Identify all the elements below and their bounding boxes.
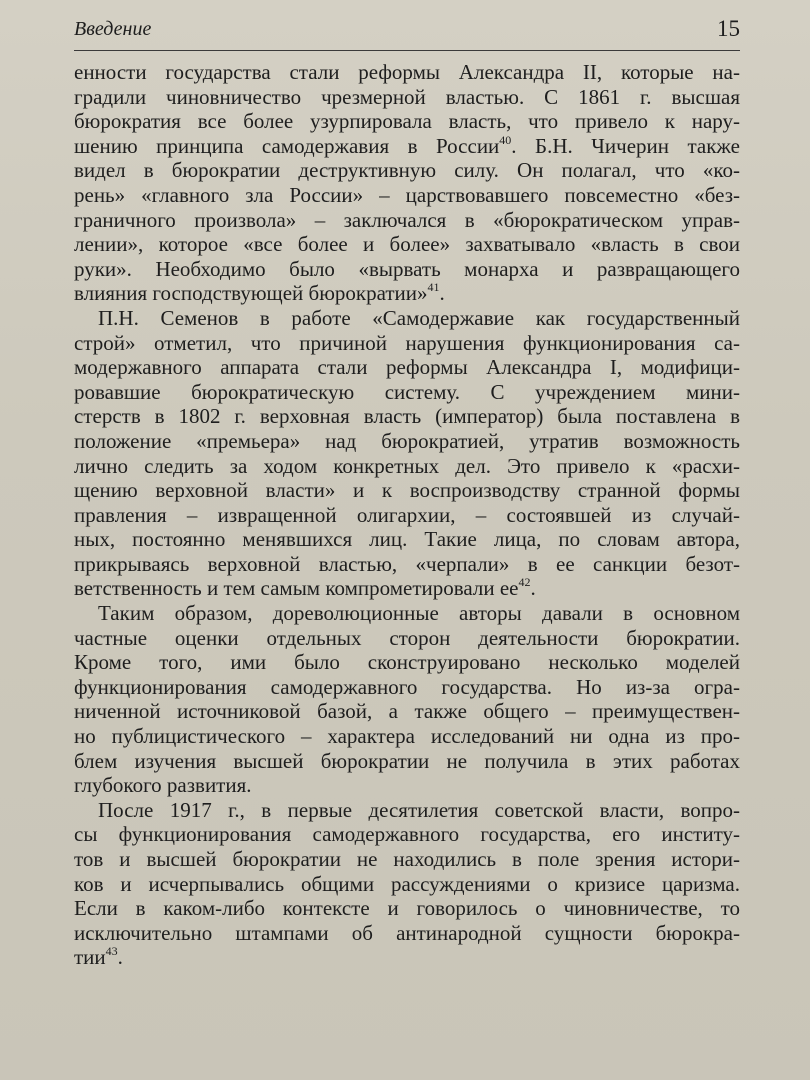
page-number: 15 (717, 16, 740, 41)
text-line: бюрократия все более узурпировала власть, что привело к нару- (74, 109, 740, 134)
text-segment: ветственность и тем самым компрометировали ее (74, 576, 519, 601)
page-header (74, 14, 740, 51)
text-line: но публицистического – характера исследований ни одна из про- (74, 724, 740, 749)
text-line: строй» отметил, что причиной нарушения функционирования са- (74, 330, 740, 355)
text-line: рень» «главного зла России» – царствовавшего повсеместно «без- (74, 182, 740, 207)
text-line: частные оценки отдельных сторон деятельности бюрократии. (74, 625, 740, 650)
footnote-ref-42[interactable]: 42 (518, 576, 531, 590)
text-segment: . (117, 945, 123, 970)
text-line: щению верховной власти» и к воспроизводству странной формы (74, 478, 740, 503)
text-segment: . Б.Н. Чичерин также (511, 133, 740, 158)
text-line (74, 945, 740, 970)
text-line: Если в каком-либо контексте и говорилось о чиновничестве, то (74, 896, 740, 921)
paragraph-2 (74, 306, 740, 601)
text-line: ровавшие бюрократическую систему. С учреждением мини- (74, 379, 740, 404)
text-line: правления – извращенной олигархии, – состоявшей из случай- (74, 502, 740, 527)
text-line (74, 281, 740, 306)
body-text (74, 60, 740, 970)
text-segment: шению принципа самодержавия в России (74, 133, 500, 158)
text-line: Кроме того, ими было сконструировано несколько моделей (74, 650, 740, 675)
footnote-ref-41[interactable]: 41 (427, 281, 440, 295)
text-line: исключительно штампами об антинародной сущности бюрокра- (74, 920, 740, 945)
footnote-ref-43[interactable]: 43 (105, 945, 118, 959)
text-line: П.Н. Семенов в работе «Самодержавие как государственный (98, 305, 740, 330)
text-segment: . (439, 281, 445, 306)
text-segment: влияния господствующей бюрократии» (74, 281, 428, 306)
text-line: енности государства стали реформы Александра II, которые на- (74, 60, 740, 84)
text-line: градили чиновничество чрезмерной властью. С 1861 г. высшая (74, 84, 740, 109)
running-title: Введение (74, 18, 152, 40)
paragraph-1 (74, 60, 740, 306)
text-line: тов и высшей бюрократии не находились в поле зрения истори- (74, 847, 740, 871)
text-line: ниченной источниковой базой, а также общего – преимуществен- (74, 699, 740, 724)
paragraph-4 (74, 798, 740, 970)
text-line: сы функционирования самодержавного государства, его институ- (74, 822, 740, 847)
text-line: граничного произвола» – заключался в «бюрократическом управ- (74, 207, 740, 232)
text-line: функционирования самодержавного государства. Но из-за огра- (74, 674, 740, 699)
text-line: лично следить за ходом конкретных дел. Это привело к «расхи- (74, 453, 740, 478)
text-line (74, 576, 740, 601)
text-line (74, 134, 740, 159)
text-line: блем изучения высшей бюрократии не получила в этих работах (74, 748, 740, 773)
text-line: После 1917 г., в первые десятилетия советской власти, вопро- (98, 797, 740, 822)
paragraph-3 (74, 601, 740, 798)
text-segment: . (530, 576, 536, 601)
footnote-ref-40[interactable]: 40 (499, 133, 512, 147)
text-line: руки». Необходимо было «вырвать монарха и развращающего (74, 256, 740, 281)
text-line: стерств в 1802 г. верховная власть (император) была поставлена в (74, 404, 740, 429)
text-line: положение «премьера» над бюрократией, утратив возможность (74, 428, 740, 453)
text-line: видел в бюрократии деструктивную силу. Он полагал, что «ко- (74, 158, 740, 183)
text-line: ных, постоянно менявшихся лиц. Такие лица, по словам автора, (74, 527, 740, 552)
text-segment: тии (74, 945, 106, 970)
text-line: модержавного аппарата стали реформы Александра I, модифици- (74, 355, 740, 380)
text-line: Таким образом, дореволюционные авторы давали в основном (98, 601, 740, 626)
text-line: глубокого развития. (74, 773, 252, 798)
text-line: лении», которое «все более и более» захватывало «власть в свои (74, 232, 740, 257)
text-line: прикрываясь верховной властью, «черпали» в ее санкции безот- (74, 551, 740, 576)
text-line: ков и исчерпывались общими рассуждениями о кризисе царизма. (74, 871, 740, 896)
